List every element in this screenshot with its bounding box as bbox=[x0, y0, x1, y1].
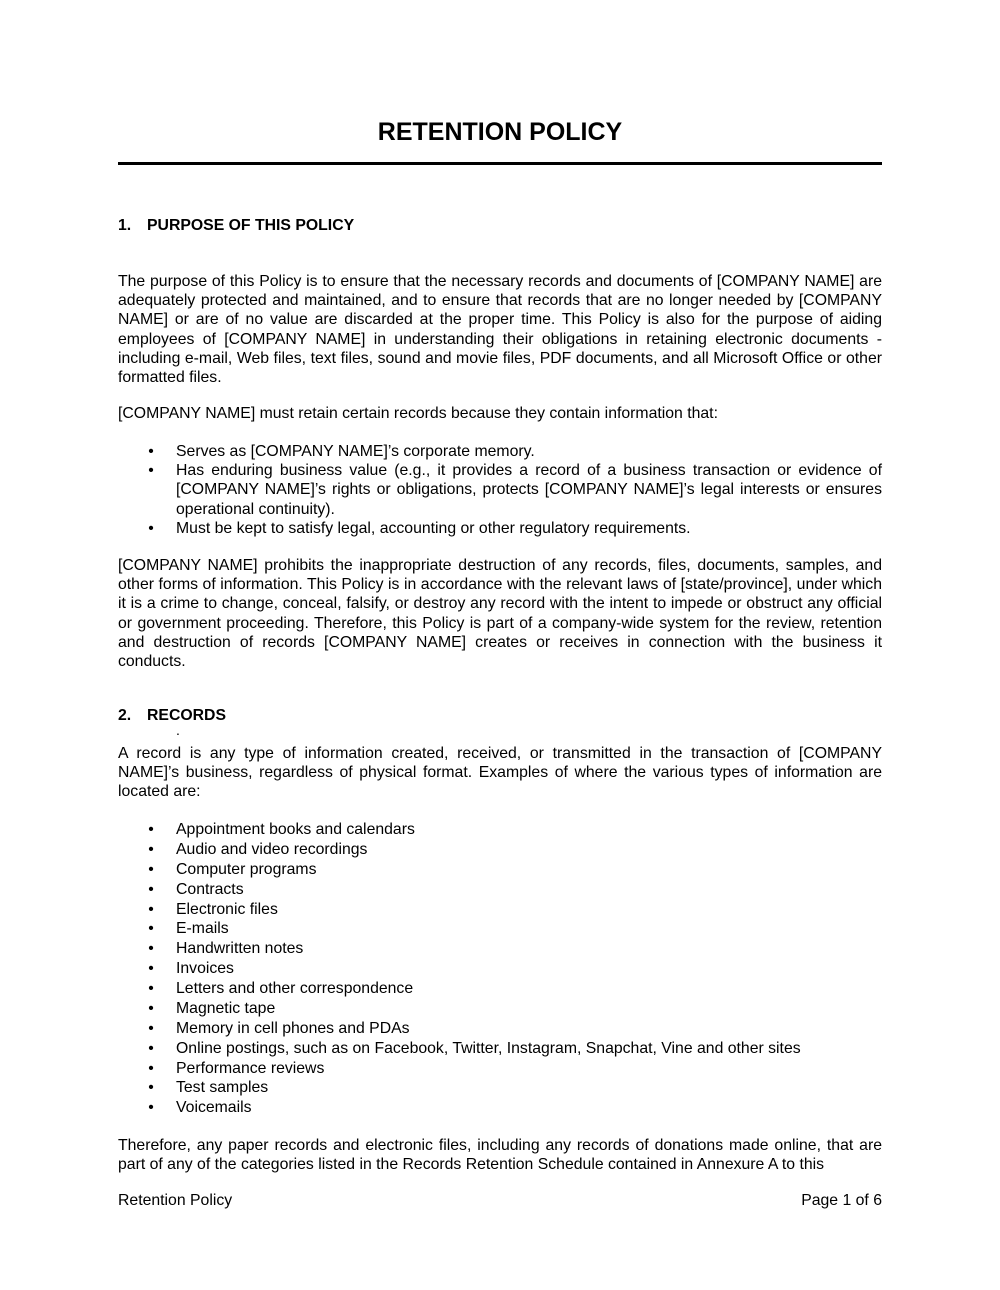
section-1-paragraph-3 bbox=[118, 556, 882, 671]
bullet-icon: • bbox=[148, 462, 154, 480]
section-2-paragraph-2 bbox=[118, 1136, 882, 1174]
bullet-icon: • bbox=[148, 1059, 154, 1077]
bullet-icon: • bbox=[148, 821, 154, 838]
list-item bbox=[118, 1078, 882, 1098]
section-1-paragraph-2 bbox=[118, 404, 882, 423]
list-item-text: Has enduring business value (e.g., it provides a record of a business transaction or evidence of [COMPANY NAME]’s rights or obligations, protects [COMPANY NAME]’s legal interests or ensures operational continuity). bbox=[176, 462, 882, 518]
list-item bbox=[118, 461, 882, 519]
list-item-text: Voicemails bbox=[176, 1099, 252, 1117]
section-2-paragraph-2-text: Therefore, any paper records and electronic files, including any records of donations made online, that are part of any of the categories listed in the Records Retention Schedule contained in Annexure A to this bbox=[118, 1137, 882, 1174]
bullet-icon: • bbox=[148, 1099, 154, 1117]
section-1-paragraph-1 bbox=[118, 272, 882, 387]
section-2-title: RECORDS bbox=[147, 707, 226, 724]
section-1-heading bbox=[118, 216, 354, 235]
list-item-text: Must be kept to satisfy legal, accounting or other regulatory requirements. bbox=[176, 519, 691, 537]
list-item bbox=[118, 840, 882, 860]
list-item-text: Online postings, such as on Facebook, Twitter, Instagram, Snapchat, Vine and other sites bbox=[176, 1039, 801, 1057]
bullet-icon: • bbox=[148, 519, 154, 537]
list-item bbox=[118, 519, 882, 538]
list-item-text: Audio and video recordings bbox=[176, 840, 368, 858]
list-item bbox=[118, 1039, 882, 1059]
stray-period-mark: . bbox=[176, 722, 180, 738]
page-title: RETENTION POLICY bbox=[377, 118, 623, 146]
section-1-number: 1. bbox=[118, 217, 132, 234]
list-item bbox=[118, 979, 882, 999]
bullet-icon: • bbox=[148, 1019, 154, 1037]
section-2-bullet-list bbox=[118, 820, 882, 1118]
bullet-icon: • bbox=[148, 840, 154, 858]
bullet-icon: • bbox=[148, 880, 154, 898]
title-divider bbox=[118, 162, 882, 165]
list-item bbox=[118, 999, 882, 1019]
footer-document-name: Retention Policy bbox=[118, 1192, 233, 1209]
footer-page-number: Page 1 of 6 bbox=[801, 1192, 882, 1209]
list-item bbox=[118, 860, 882, 880]
list-item-text: Electronic files bbox=[176, 900, 278, 918]
section-2-paragraph-1-text: A record is any type of information created, received, or transmitted in the transaction of [COMPANY NAME]’s business, regardless of physical format. Examples of where the various types of information are located are: bbox=[118, 745, 882, 801]
section-1-paragraph-3-text: [COMPANY NAME] prohibits the inappropriate destruction of any records, files, documents, samples, and other forms of information. This Policy is in accordance with the relevant laws of [state/province], under which it is a crime to change, conceal, falsify, or destroy any record with the intent to impede or obstruct any official or government proceeding. Therefore, this Policy is part of a company-wide system for the review, retention and destruction of records [COMPANY NAME] creates or receives in connection with the business it conducts. bbox=[118, 557, 882, 671]
list-item-text: Appointment books and calendars bbox=[176, 821, 415, 838]
bullet-icon: • bbox=[148, 960, 154, 978]
list-item-text: Contracts bbox=[176, 880, 244, 898]
list-item-text: E-mails bbox=[176, 920, 229, 938]
list-item bbox=[118, 939, 882, 959]
section-2-heading bbox=[118, 706, 226, 725]
list-item bbox=[118, 1098, 882, 1118]
list-item bbox=[118, 880, 882, 900]
list-item-text: Magnetic tape bbox=[176, 999, 276, 1017]
section-2-number: 2. bbox=[118, 707, 132, 724]
list-item-text: Test samples bbox=[176, 1079, 269, 1097]
bullet-icon: • bbox=[148, 1079, 154, 1097]
list-item bbox=[118, 900, 882, 920]
bullet-icon: • bbox=[148, 443, 154, 460]
list-item bbox=[118, 442, 882, 461]
list-item bbox=[118, 1059, 882, 1079]
list-item-text: Performance reviews bbox=[176, 1059, 325, 1077]
bullet-icon: • bbox=[148, 1039, 154, 1057]
section-1-paragraph-2-text: [COMPANY NAME] must retain certain records because they contain information that: bbox=[118, 405, 718, 422]
list-item-text: Computer programs bbox=[176, 860, 317, 878]
list-item-text: Serves as [COMPANY NAME]’s corporate memory. bbox=[176, 443, 535, 460]
list-item-text: Memory in cell phones and PDAs bbox=[176, 1019, 410, 1037]
list-item bbox=[118, 959, 882, 979]
list-item bbox=[118, 1019, 882, 1039]
list-item bbox=[118, 820, 882, 840]
list-item-text: Invoices bbox=[176, 960, 234, 978]
section-1-paragraph-1-text: The purpose of this Policy is to ensure that the necessary records and documents of [COMPANY NAME] are adequately protected and maintained, and to ensure that records that are no longer needed by [COMPANY NAME] or are of no value are discarded at the proper time. This Policy is also for the purpose of aiding employees of [COMPANY NAME] in understanding their obligations in retaining electronic documents - including e-mail, Web files, text files, sound and movie files, PDF documents, and all Microsoft Office or other formatted files. bbox=[118, 273, 882, 387]
bullet-icon: • bbox=[148, 999, 154, 1017]
document-page bbox=[118, 0, 882, 1290]
bullet-icon: • bbox=[148, 980, 154, 997]
bullet-icon: • bbox=[148, 900, 154, 918]
list-item bbox=[118, 919, 882, 939]
section-2-paragraph-1 bbox=[118, 744, 882, 802]
section-1-title: PURPOSE OF THIS POLICY bbox=[147, 217, 355, 234]
bullet-icon: • bbox=[148, 920, 154, 938]
bullet-icon: • bbox=[148, 940, 154, 958]
list-item-text: Letters and other correspondence bbox=[176, 980, 414, 997]
section-1-bullet-list bbox=[118, 442, 882, 538]
bullet-icon: • bbox=[148, 860, 154, 878]
list-item-text: Handwritten notes bbox=[176, 940, 304, 958]
